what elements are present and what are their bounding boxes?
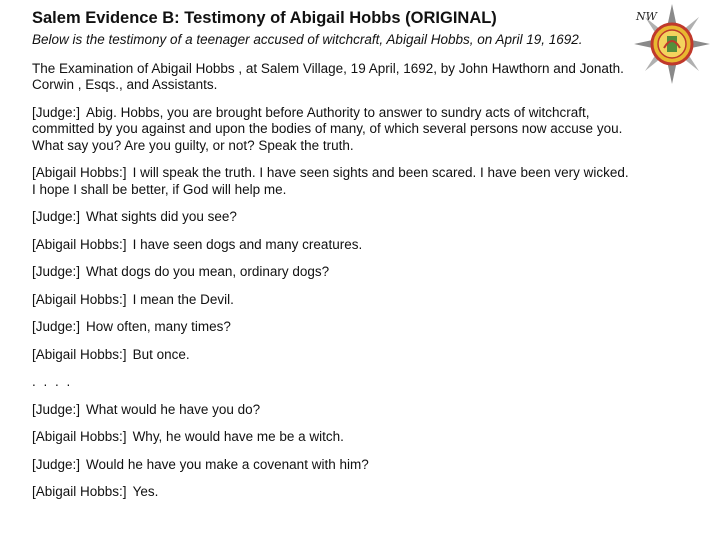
- dialogue-line: [32, 429, 632, 446]
- dialogue-text: Abig. Hobbs, you are brought before Authority to answer to sundry acts of witchcraft, committed by you against and upon the bodies of many, of which several persons now accuse you. What say you? Are you guilty, or not? Speak the truth.: [32, 104, 623, 153]
- examination-heading: The Examination of Abigail Hobbs , at Salem Village, 19 April, 1692, by John Hawthorn and Jonath. Corwin , Esqs., and Assistants.: [32, 60, 624, 92]
- compass-rose-seal-icon: [634, 4, 710, 84]
- speaker-label: [Judge:]: [32, 264, 81, 279]
- speaker-label: [Judge:]: [32, 104, 81, 120]
- intro-text: Below is the testimony of a teenager accused of witchcraft, Abigail Hobbs, on April 19, 1692.: [32, 32, 583, 47]
- speaker-label: [Abigail Hobbs:]: [32, 165, 127, 180]
- dialogue-text: But once.: [132, 346, 190, 362]
- dialogue-text: I have seen dogs and many creatures.: [132, 236, 363, 252]
- speaker-label: [Abigail Hobbs:]: [32, 236, 127, 252]
- dialogue-text: Why, he would have me be a witch.: [132, 429, 344, 444]
- speaker-label: [Abigail Hobbs:]: [32, 484, 127, 499]
- dialogue-line: [32, 347, 632, 364]
- dialogue-line: [32, 209, 632, 226]
- speaker-label: [Abigail Hobbs:]: [32, 429, 127, 444]
- dialogue-line: [32, 264, 632, 281]
- speaker-label: [Judge:]: [32, 401, 81, 417]
- speaker-label: [Judge:]: [32, 319, 81, 334]
- dialogue-text: What sights did you see?: [86, 209, 237, 224]
- omission-ellipsis: . . . .: [32, 374, 73, 389]
- dialogue-text: Would he have you make a covenant with him?: [86, 456, 369, 472]
- dialogue-text: I mean the Devil.: [132, 291, 234, 307]
- dialogue-line: [32, 292, 632, 309]
- speaker-label: [Abigail Hobbs:]: [32, 291, 127, 307]
- dialogue-line: [32, 457, 632, 474]
- dialogue-line: [32, 105, 632, 155]
- speaker-label: [Judge:]: [32, 456, 81, 472]
- dialogue-line: [32, 484, 632, 501]
- dialogue-text: What dogs do you mean, ordinary dogs?: [86, 264, 330, 279]
- dialogue-text: What would he have you do?: [86, 401, 261, 417]
- speaker-label: [Abigail Hobbs:]: [32, 346, 127, 362]
- dialogue-line: [32, 237, 632, 254]
- dialogue-text: I will speak the truth. I have seen sights and been scared. I have been very wicked. I hope I shall be better, if God will help me.: [32, 165, 629, 197]
- page-title: Salem Evidence B: Testimony of Abigail Hobbs (ORIGINAL): [32, 9, 497, 27]
- dialogue-text: Yes.: [132, 484, 159, 499]
- dialogue-line: [32, 402, 632, 419]
- speaker-label: [Judge:]: [32, 209, 81, 224]
- dialogue-text: How often, many times?: [86, 319, 231, 334]
- dialogue-line: [32, 319, 632, 336]
- compass-rose-seal-graphic: [634, 4, 710, 84]
- dialogue-line: [32, 165, 632, 198]
- document-body: [32, 8, 632, 512]
- seal-letters: NW: [636, 10, 657, 23]
